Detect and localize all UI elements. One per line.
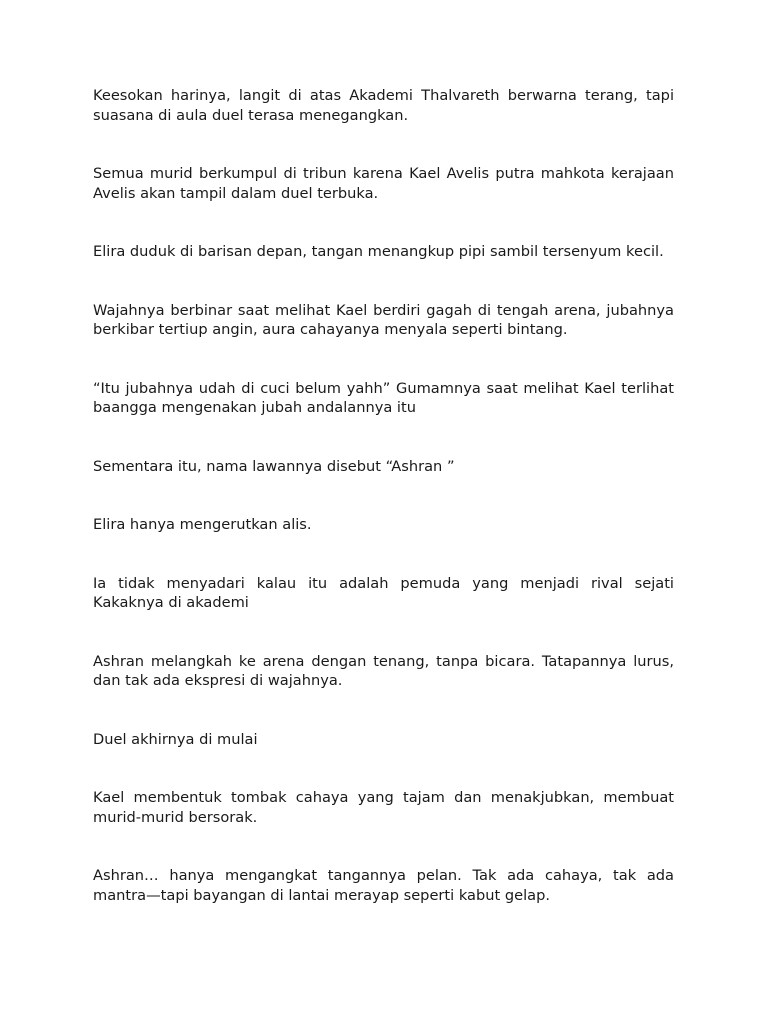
paragraph-1: Keesokan harinya, langit di atas Akademi Thalvareth berwarna terang, tapi suasana di aula duel terasa menegangkan.: [93, 87, 674, 124]
paragraph-5: “Itu jubahnya udah di cuci belum yahh” Gumamnya saat melihat Kael terlihat baangga mengenakan jubah andalannya itu: [93, 379, 674, 416]
paragraph-8: Ia tidak menyadari kalau itu adalah pemuda yang menjadi rival sejati Kakaknya di akademi: [93, 574, 674, 611]
paragraph-10: Duel akhirnya di mulai: [93, 730, 258, 748]
paragraph-11: Kael membentuk tombak cahaya yang tajam dan menakjubkan, membuat murid-murid bersorak.: [93, 789, 674, 826]
document-page: [93, 86, 674, 944]
paragraph-9: Ashran melangkah ke arena dengan tenang, tanpa bicara. Tatapannya lurus, dan tak ada ekspresi di wajahnya.: [93, 652, 674, 689]
paragraph-7: Elira hanya mengerutkan alis.: [93, 516, 312, 533]
paragraph-12: Ashran… hanya mengangkat tangannya pelan. Tak ada cahaya, tak ada mantra—tapi bayangan di lantai merayap seperti kabut gelap.: [93, 867, 674, 904]
paragraph-3: Elira duduk di barisan depan, tangan menangkup pipi sambil tersenyum kecil.: [93, 243, 664, 260]
paragraph-2: Semua murid berkumpul di tribun karena Kael Avelis putra mahkota kerajaan Avelis akan tampil dalam duel terbuka.: [93, 165, 674, 202]
paragraph-4: Wajahnya berbinar saat melihat Kael berdiri gagah di tengah arena, jubahnya berkibar tertiup angin, aura cahayanya menyala seperti bintang.: [93, 301, 674, 338]
paragraph-6: Sementara itu, nama lawannya disebut “Ashran ”: [93, 457, 455, 475]
